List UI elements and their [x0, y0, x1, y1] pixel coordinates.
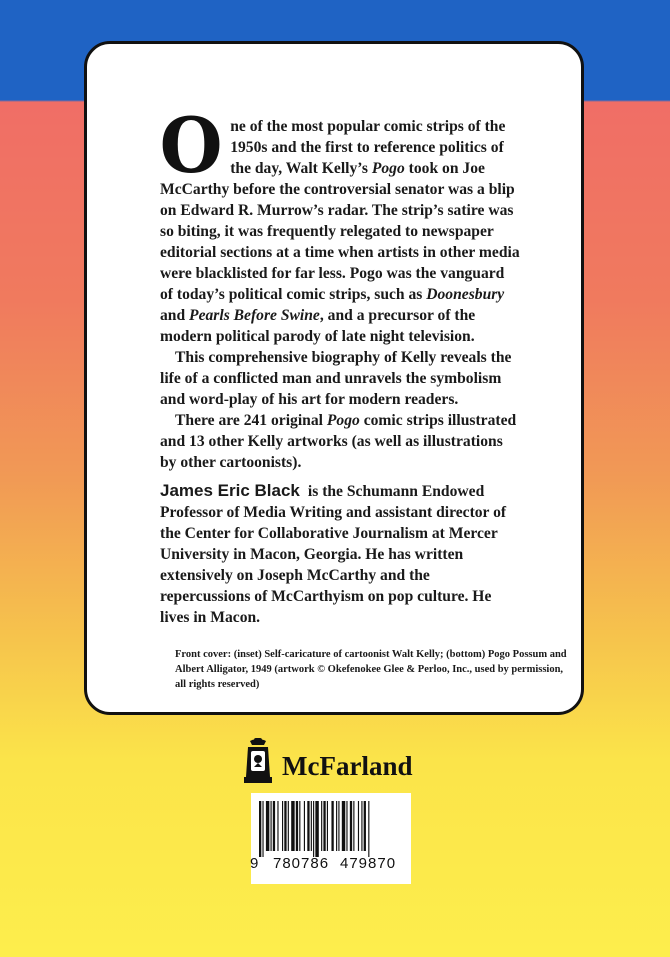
- barcode-bar: [271, 801, 272, 851]
- barcode-bar: [266, 801, 269, 851]
- isbn-barcode: [251, 793, 411, 884]
- barcode-bar: [358, 801, 359, 851]
- barcode-bar: [353, 801, 354, 851]
- barcode-bar: [364, 801, 366, 851]
- publisher-logo: [240, 737, 412, 785]
- barcode-bar: [336, 801, 337, 851]
- blurb-text: [159, 101, 520, 628]
- barcode-bar: [315, 801, 318, 857]
- barcode-bar: [350, 801, 352, 851]
- author-bio-text: is the Schumann Endowed Professor of Media Writing and assistant director of the Center for Collaborative Journalism at Mercer University in Macon, Georgia. He has written extensively on Joseph McCarthy and the repercussions of McCarthyism on pop culture. He lives in Macon.: [160, 483, 507, 626]
- barcode-bar: [342, 801, 345, 851]
- publisher-name: McFarland: [282, 750, 413, 781]
- barcode-digits-right: 479870: [340, 855, 397, 872]
- author-name: James Eric Black: [160, 481, 300, 500]
- barcode-bars: [259, 801, 403, 857]
- barcode-bar: [311, 801, 312, 851]
- barcode-bar: [331, 801, 333, 851]
- barcode-bar: [282, 801, 283, 851]
- blurb-paragraph-2: This comprehensive biography of Kelly reveals the life of a conflicted man and unravels the symbolism and word-play of his art for modern readers.: [160, 349, 512, 408]
- barcode-bar: [291, 801, 294, 851]
- barcode-bar: [284, 801, 286, 851]
- back-cover-panel: [84, 41, 584, 715]
- barcode-bar: [299, 801, 300, 851]
- barcode-bar: [323, 801, 325, 851]
- barcode-bar: [313, 801, 314, 857]
- blurb-paragraph-3: There are 241 original Pogo comic strips illustrated and 13 other Kelly artworks (as well as illustrations by other cartoonists).: [160, 412, 517, 471]
- barcode-bar: [327, 801, 328, 851]
- barcode-bar: [321, 801, 322, 851]
- barcode-digits-left: 780786: [273, 855, 330, 872]
- barcode-bar: [259, 801, 261, 857]
- drop-cap: O: [159, 101, 223, 190]
- barcode-bar: [346, 801, 347, 851]
- blurb-paragraph-1: One of the most popular comic strips of the 1950s and the first to reference politics of the day, Walt Kelly’s Pogo took on Joe McCarthy before the controversial senator was a blip on Edward R. Murrow’s radar. The strip’s satire was so biting, it was frequently relegated to newspaper editorial sections at a time when artists in other media were blacklisted for far less. Pogo was the vanguard of today’s political comic strips, such as Doonesbury and Pearls Before Swine, and a precursor of the modern political parody of late night television.: [159, 101, 520, 345]
- lantern-logo-icon: [240, 737, 276, 785]
- barcode-digit-prefix: 9: [250, 855, 259, 872]
- barcode-bar: [368, 801, 369, 857]
- barcode-bar: [296, 801, 298, 851]
- barcode-bar: [361, 801, 362, 851]
- barcode-bar: [288, 801, 289, 851]
- author-bio: [160, 480, 520, 628]
- barcode-bar: [262, 801, 263, 857]
- barcode-bar: [307, 801, 309, 851]
- barcode-bar: [277, 801, 278, 851]
- barcode-bar: [338, 801, 339, 851]
- cover-credit: Front cover: (inset) Self-caricature of cartoonist Walt Kelly; (bottom) Pogo Possum and Albert Alligator, 1949 (artwork © Okefenokee Glee & Perloo, Inc., used by permission, all rights reserved): [175, 649, 567, 690]
- barcode-bar: [273, 801, 275, 851]
- barcode-bar: [304, 801, 305, 851]
